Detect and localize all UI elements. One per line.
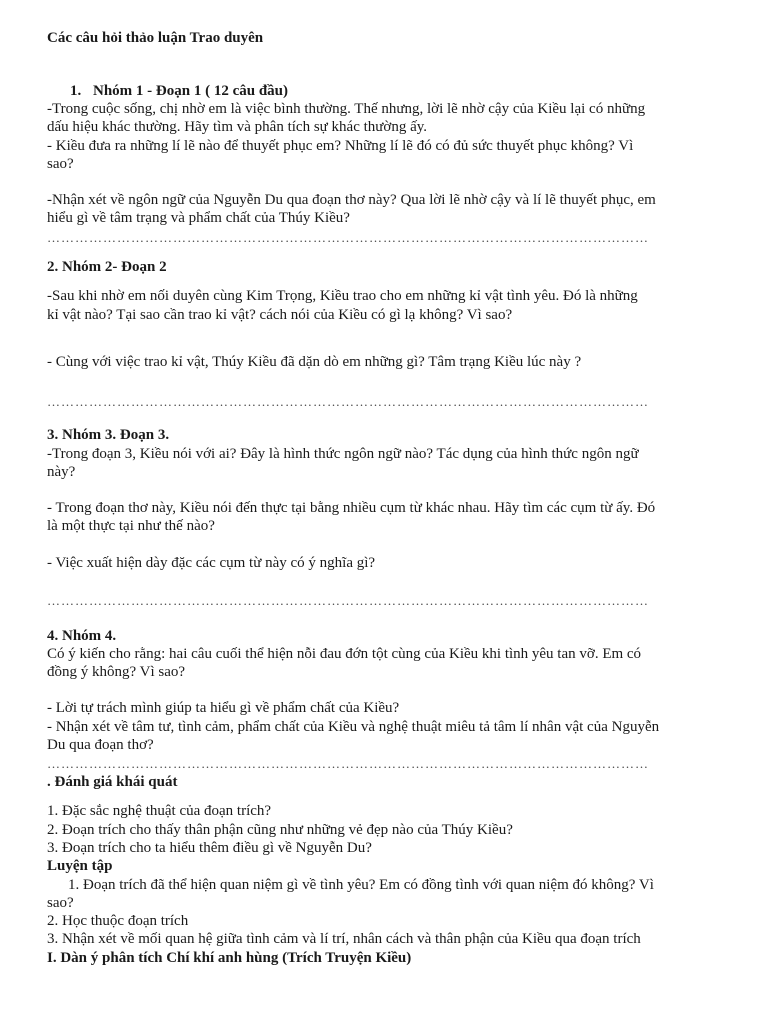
section-heading-outline: I. Dàn ý phân tích Chí khí anh hùng (Trích Truyện Kiều): [47, 950, 412, 966]
answer-dotted-line: …………………………………………………………………………………………………………………: [47, 394, 649, 409]
group1-q3-line1: -Nhận xét về ngôn ngữ của Nguyễn Du qua đoạn thơ này? Qua lời lẽ nhờ cậy và lí lẽ thuyết phục, em: [47, 192, 656, 208]
practice-item-3: 3. Nhận xét về mối quan hệ giữa tình cảm và lí trí, nhân cách và thân phận của Kiều qua đoạn trích: [47, 931, 641, 947]
group4-heading: 4. Nhóm 4.: [47, 628, 117, 644]
answer-dotted-line: …………………………………………………………………………………………………………………: [47, 230, 649, 245]
group1-q1-line1: -Trong cuộc sống, chị nhờ em là việc bình thường. Thế nhưng, lời lẽ nhờ cậy của Kiều lại có những: [47, 101, 646, 117]
group3-q2-line1: - Trong đoạn thơ này, Kiều nói đến thực tại bằng nhiều cụm từ khác nhau. Hãy tìm các cụm từ ấy. Đó: [47, 500, 656, 516]
group1-q2-line1: - Kiều đưa ra những lí lẽ nào để thuyết phục em? Những lí lẽ đó có đủ sức thuyết phục không? Vì: [47, 138, 634, 154]
group4-q3-line1: - Nhận xét về tâm tư, tình cảm, phẩm chất của Kiều và nghệ thuật miêu tả tâm lí nhân vật của Nguyễn: [47, 719, 660, 735]
group4-q1-line2: đồng ý không? Vì sao?: [47, 664, 186, 680]
group4-q2: - Lời tự trách mình giúp ta hiểu gì về phẩm chất của Kiều?: [47, 700, 400, 716]
evaluation-item-2: 2. Đoạn trích cho thấy thân phận cũng như những vẻ đẹp nào của Thúy Kiều?: [47, 822, 513, 838]
practice-heading: Luyện tập: [47, 858, 113, 874]
group1-heading: [70, 82, 746, 101]
group1-q2-line2: sao?: [47, 156, 74, 172]
group2-q2: - Cùng với việc trao kỉ vật, Thúy Kiều đã dặn dò em những gì? Tâm trạng Kiều lúc này ?: [47, 354, 582, 370]
group3-q2-line2: là một thực tại như thế nào?: [47, 518, 215, 534]
practice-item-1-line2: sao?: [47, 895, 74, 911]
evaluation-item-3: 3. Đoạn trích cho ta hiểu thêm điều gì về Nguyễn Du?: [47, 840, 372, 856]
evaluation-heading: . Đánh giá khái quát: [47, 774, 178, 790]
group1-q3-line2: hiểu gì về tâm trạng và phẩm chất của Thúy Kiều?: [47, 210, 350, 226]
group1-title: Nhóm 1 - Đoạn 1 ( 12 câu đầu): [93, 83, 289, 99]
practice-item-2: 2. Học thuộc đoạn trích: [47, 913, 189, 929]
group4-q3-line2: Du qua đoạn thơ?: [47, 737, 154, 753]
answer-dotted-line: …………………………………………………………………………………………………………………: [47, 756, 649, 771]
group4-q1-line1: Có ý kiến cho rằng: hai câu cuối thể hiện nỗi đau đớn tột cùng của Kiều khi tình yêu tan vỡ. Em có: [47, 646, 642, 662]
group2-q1-line1: -Sau khi nhờ em nối duyên cùng Kim Trọng, Kiều trao cho em những kỉ vật tình yêu. Đó là những: [47, 288, 638, 304]
group1-number: 1.: [70, 83, 82, 99]
group3-q1-line1: -Trong đoạn 3, Kiều nói với ai? Đây là hình thức ngôn ngữ nào? Tác dụng của hình thức ngôn ngữ: [47, 446, 639, 462]
evaluation-item-1: 1. Đặc sắc nghệ thuật của đoạn trích?: [47, 803, 272, 819]
group3-heading: 3. Nhóm 3. Đoạn 3.: [47, 427, 170, 443]
document-title: Các câu hỏi thảo luận Trao duyên: [47, 30, 264, 46]
group3-q3: - Việc xuất hiện dày đặc các cụm từ này có ý nghĩa gì?: [47, 555, 376, 571]
group3-q1-line2: này?: [47, 464, 76, 480]
practice-item-1-line1: 1. Đoạn trích đã thể hiện quan niệm gì về tình yêu? Em có đồng tình với quan niệm đó không? Vì: [68, 877, 654, 893]
group2-q1-line2: kỉ vật nào? Tại sao cần trao kỉ vật? cách nói của Kiều có gì lạ không? Vì sao?: [47, 307, 513, 323]
answer-dotted-line: …………………………………………………………………………………………………………………: [47, 593, 649, 608]
group1-q1-line2: dấu hiệu khác thường. Hãy tìm và phân tích sự khác thường ấy.: [47, 119, 428, 135]
group2-heading: 2. Nhóm 2- Đoạn 2: [47, 259, 167, 275]
